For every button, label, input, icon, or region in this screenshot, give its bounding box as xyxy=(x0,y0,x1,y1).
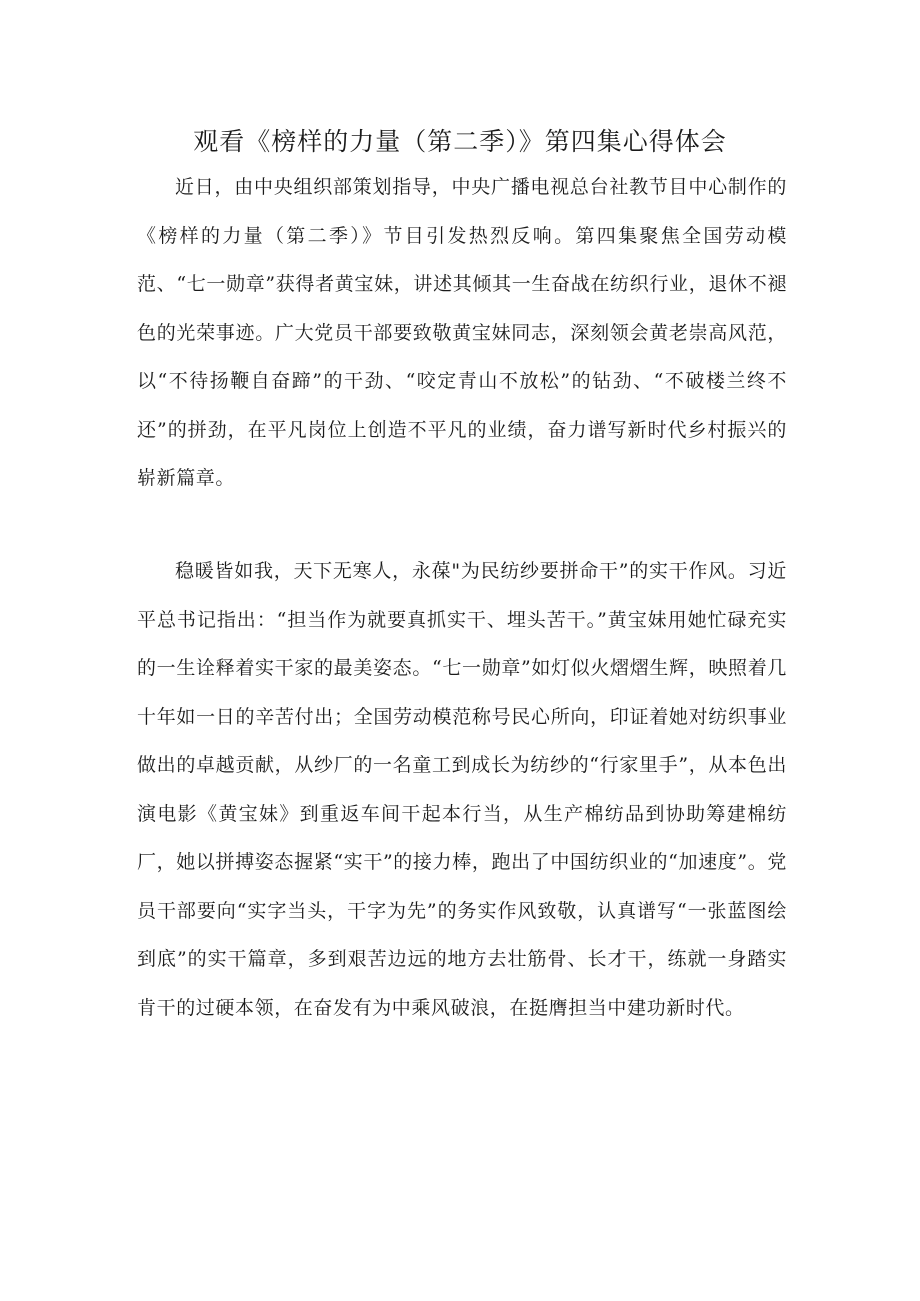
paragraph-1: 近日，由中央组织部策划指导，中央广播电视总台社教节目中心制作的《榜样的力量（第二季）》节目引发热烈反响。第四集聚焦全国劳动模范、“七一勋章”获得者黄宝妹，讲述其倾其一生奋战在纺织行业，退休不褪色的光荣事迹。广大党员干部要致敬黄宝妹同志，深刻领会黄老崇高风范，以“不待扬鞭自奋蹄”的干劲、“咬定青山不放松”的钻劲、“不破楼兰终不还”的拼劲，在平凡岗位上创造不平凡的业绩，奋力谱写新时代乡村振兴的崭新篇章。 xyxy=(137,176,787,489)
paragraph-2: 稳暖皆如我，天下无寒人，永葆"为民纺纱要拼命干”的实干作风。习近平总书记指出：“担当作为就要真抓实干、埋头苦干。”黄宝妹用她忙碌充实的一生诠释着实干家的最美姿态。“七一勋章”如灯似火熠熠生辉，映照着几十年如一日的辛苦付出；全国劳动模范称号民心所向，印证着她对纺织事业做出的卓越贡献，从纱厂的一名童工到成长为纺纱的“行家里手”，从本色出演电影《黄宝妹》到重返车间干起本行当，从生产棉纺品到协助筹建棉纺厂，她以拼搏姿态握紧“实干”的接力棒，跑出了中国纺织业的“加速度”。党员干部要向“实字当头，干字为先”的务实作风致敬，认真谱写“一张蓝图绘到底”的实干篇章，多到艰苦边远的地方去壮筋骨、长才干，练就一身踏实肯干的过硬本领，在奋发有为中乘风破浪，在挺膺担当中建功新时代。 xyxy=(137,560,787,1019)
document-title: 观看《榜样的力量（第二季）》第四集心得体会 xyxy=(193,127,727,156)
